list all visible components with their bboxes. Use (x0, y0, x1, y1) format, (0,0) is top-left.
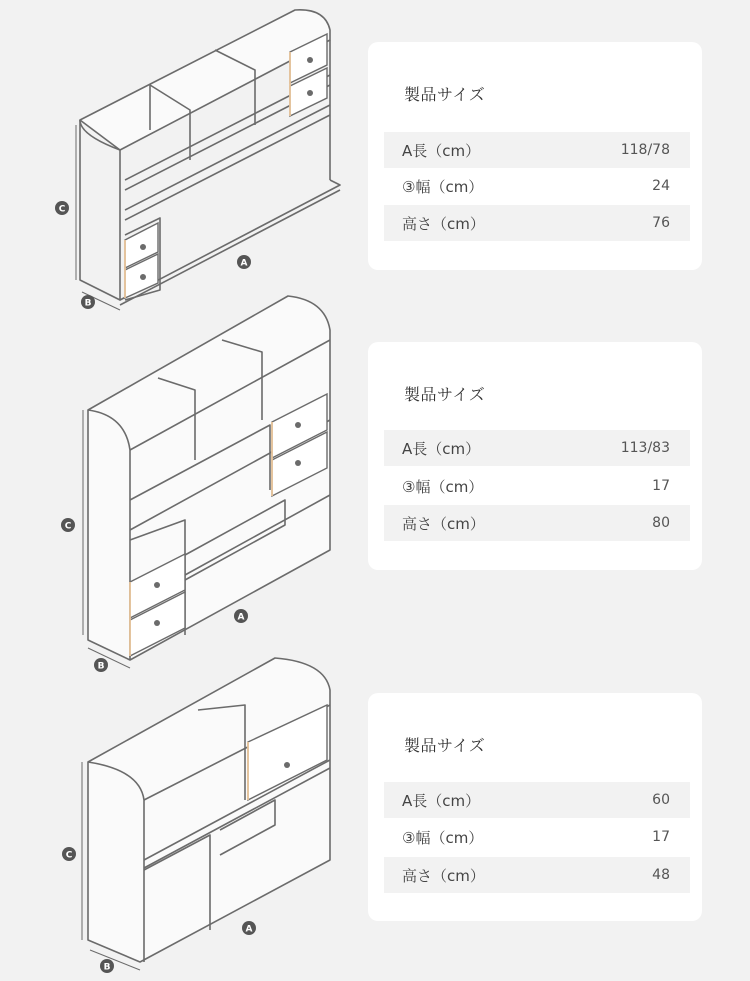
product-3 (0, 650, 750, 981)
marker-width-3: B (103, 962, 111, 973)
marker-width-1: B (84, 298, 92, 309)
spec-value: 118/78 (620, 142, 670, 158)
spec-value: 76 (652, 215, 670, 231)
size-card-3 (368, 693, 702, 921)
shelf-illustration-icon (40, 290, 350, 680)
spec-label: 高さ（cm） (402, 866, 485, 885)
spec-label: ③幅（cm） (402, 828, 484, 847)
spec-row-height (384, 205, 690, 241)
marker-height-3: C (65, 850, 73, 861)
shelf-drawing-1 (40, 0, 350, 320)
card-title: 製品サイズ (404, 385, 486, 404)
spec-label: A長（cm） (402, 141, 481, 160)
spec-label: ③幅（cm） (402, 477, 484, 496)
spec-row-length (384, 782, 690, 818)
marker-width-2: B (97, 661, 105, 672)
spec-label: 高さ（cm） (402, 214, 485, 233)
spec-value: 24 (652, 178, 670, 194)
spec-label: ③幅（cm） (402, 177, 484, 196)
marker-height-2: C (64, 521, 72, 532)
marker-length-1: A (240, 258, 248, 269)
spec-value: 17 (652, 829, 670, 845)
shelf-drawing-2 (40, 290, 350, 680)
spec-value: 113/83 (620, 440, 670, 456)
card-title: 製品サイズ (404, 736, 486, 755)
spec-row-width (384, 819, 690, 855)
marker-height-1: C (58, 204, 66, 215)
card-title: 製品サイズ (404, 85, 486, 104)
shelf-drawing-3 (40, 650, 350, 981)
spec-value: 17 (652, 478, 670, 494)
size-card-2 (368, 342, 702, 570)
spec-row-height (384, 857, 690, 893)
spec-row-width (384, 468, 690, 504)
spec-row-length (384, 430, 690, 466)
spec-label: 高さ（cm） (402, 514, 485, 533)
marker-length-3: A (245, 924, 253, 935)
shelf-illustration-icon (40, 650, 350, 981)
size-card-1 (368, 42, 702, 270)
marker-length-2: A (237, 612, 245, 623)
spec-row-width (384, 168, 690, 204)
product-1 (0, 0, 750, 320)
spec-label: A長（cm） (402, 791, 481, 810)
shelf-illustration-icon (40, 0, 350, 320)
product-2 (0, 290, 750, 680)
spec-row-length (384, 132, 690, 168)
spec-label: A長（cm） (402, 439, 481, 458)
spec-value: 60 (652, 792, 670, 808)
spec-value: 48 (652, 867, 670, 883)
spec-row-height (384, 505, 690, 541)
spec-value: 80 (652, 515, 670, 531)
